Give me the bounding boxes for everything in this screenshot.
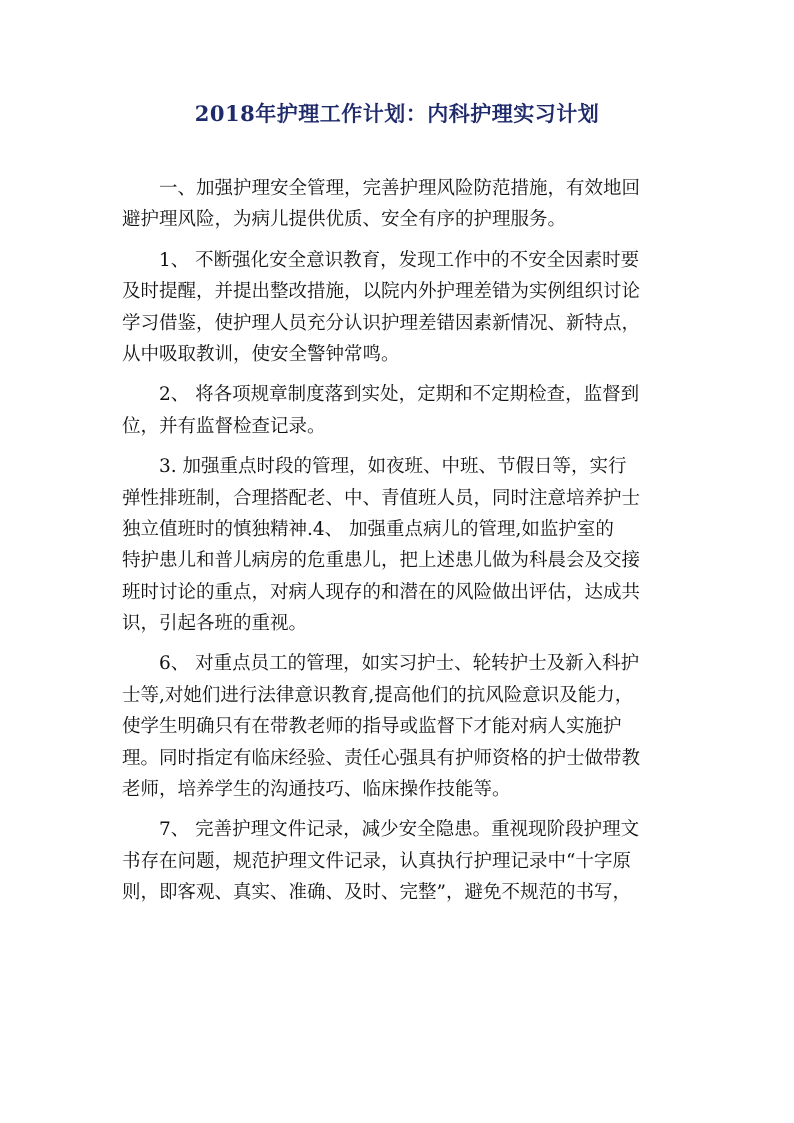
paragraph (122, 451, 678, 639)
text-line: 理。同时指定有临床经验、责任心强具有护师资格的护士做带教 (122, 747, 641, 769)
text-line: 从中吸取教训，使安全警钟常鸣。 (122, 343, 400, 365)
text-line: 书存在问题，规范护理文件记录，认真执行护理记录中“十字原 (122, 850, 631, 872)
text-line: 1、 不断强化安全意识教育，发现工作中的不安全因素时要 (159, 249, 640, 271)
text-line: 2、 将各项规章制度落到实处，定期和不定期检查，监督到 (159, 384, 640, 406)
text-line: 学习借鉴，使护理人员充分认识护理差错因素新情况、新特点， (122, 312, 641, 334)
text-line: 使学生明确只有在带教老师的指导或监督下才能对病人实施护 (122, 716, 622, 738)
text-line: 识，引起各班的重视。 (122, 613, 308, 635)
text-line: 7、 完善护理文件记录，减少安全隐患。重视现阶段护理文 (159, 819, 640, 841)
paragraph (122, 379, 678, 442)
text-line: 一、加强护理安全管理，完善护理风险防范措施，有效地回 (159, 178, 641, 199)
text-line: 3. 加强重点时段的管理，如夜班、中班、节假日等，实行 (159, 456, 627, 478)
paragraph (122, 648, 678, 805)
paragraph (122, 245, 678, 371)
text-line: 避护理风险，为病儿提供优质、安全有序的护理服务。 (122, 209, 567, 231)
text-line: 6、 对重点员工的管理，如实习护士、轮转护士及新入科护 (159, 653, 640, 675)
text-line: 则，即客观、真实、准确、及时、完整”，避免不规范的书写， (122, 882, 631, 904)
text-line: 弹性排班制，合理搭配老、中、青值班人员，同时注意培养护士 (122, 487, 641, 509)
text-line: 特护患儿和普儿病房的危重患儿，把上述患儿做为科晨会及交接 (122, 550, 641, 572)
text-line: 班时讨论的重点，对病人现存的和潜在的风险做出评估，达成共 (122, 581, 641, 603)
paragraph (122, 173, 678, 236)
text-line: 老师，培养学生的沟通技巧、临床操作技能等。 (122, 779, 511, 801)
text-line: 士等,对她们进行法律意识教育,提高他们的抗风险意识及能力， (122, 684, 634, 706)
paragraph (122, 814, 678, 908)
text-line: 及时提醒，并提出整改措施，以院内外护理差错为实例组织讨论 (122, 281, 641, 303)
document-title: 2018年护理工作计划：内科护理实习计划 (194, 101, 600, 126)
document-body (122, 173, 678, 909)
text-line: 独立值班时的慎独精神.4、 加强重点病儿的管理,如监护室的 (122, 518, 614, 540)
text-line: 位，并有监督检查记录。 (122, 415, 326, 437)
